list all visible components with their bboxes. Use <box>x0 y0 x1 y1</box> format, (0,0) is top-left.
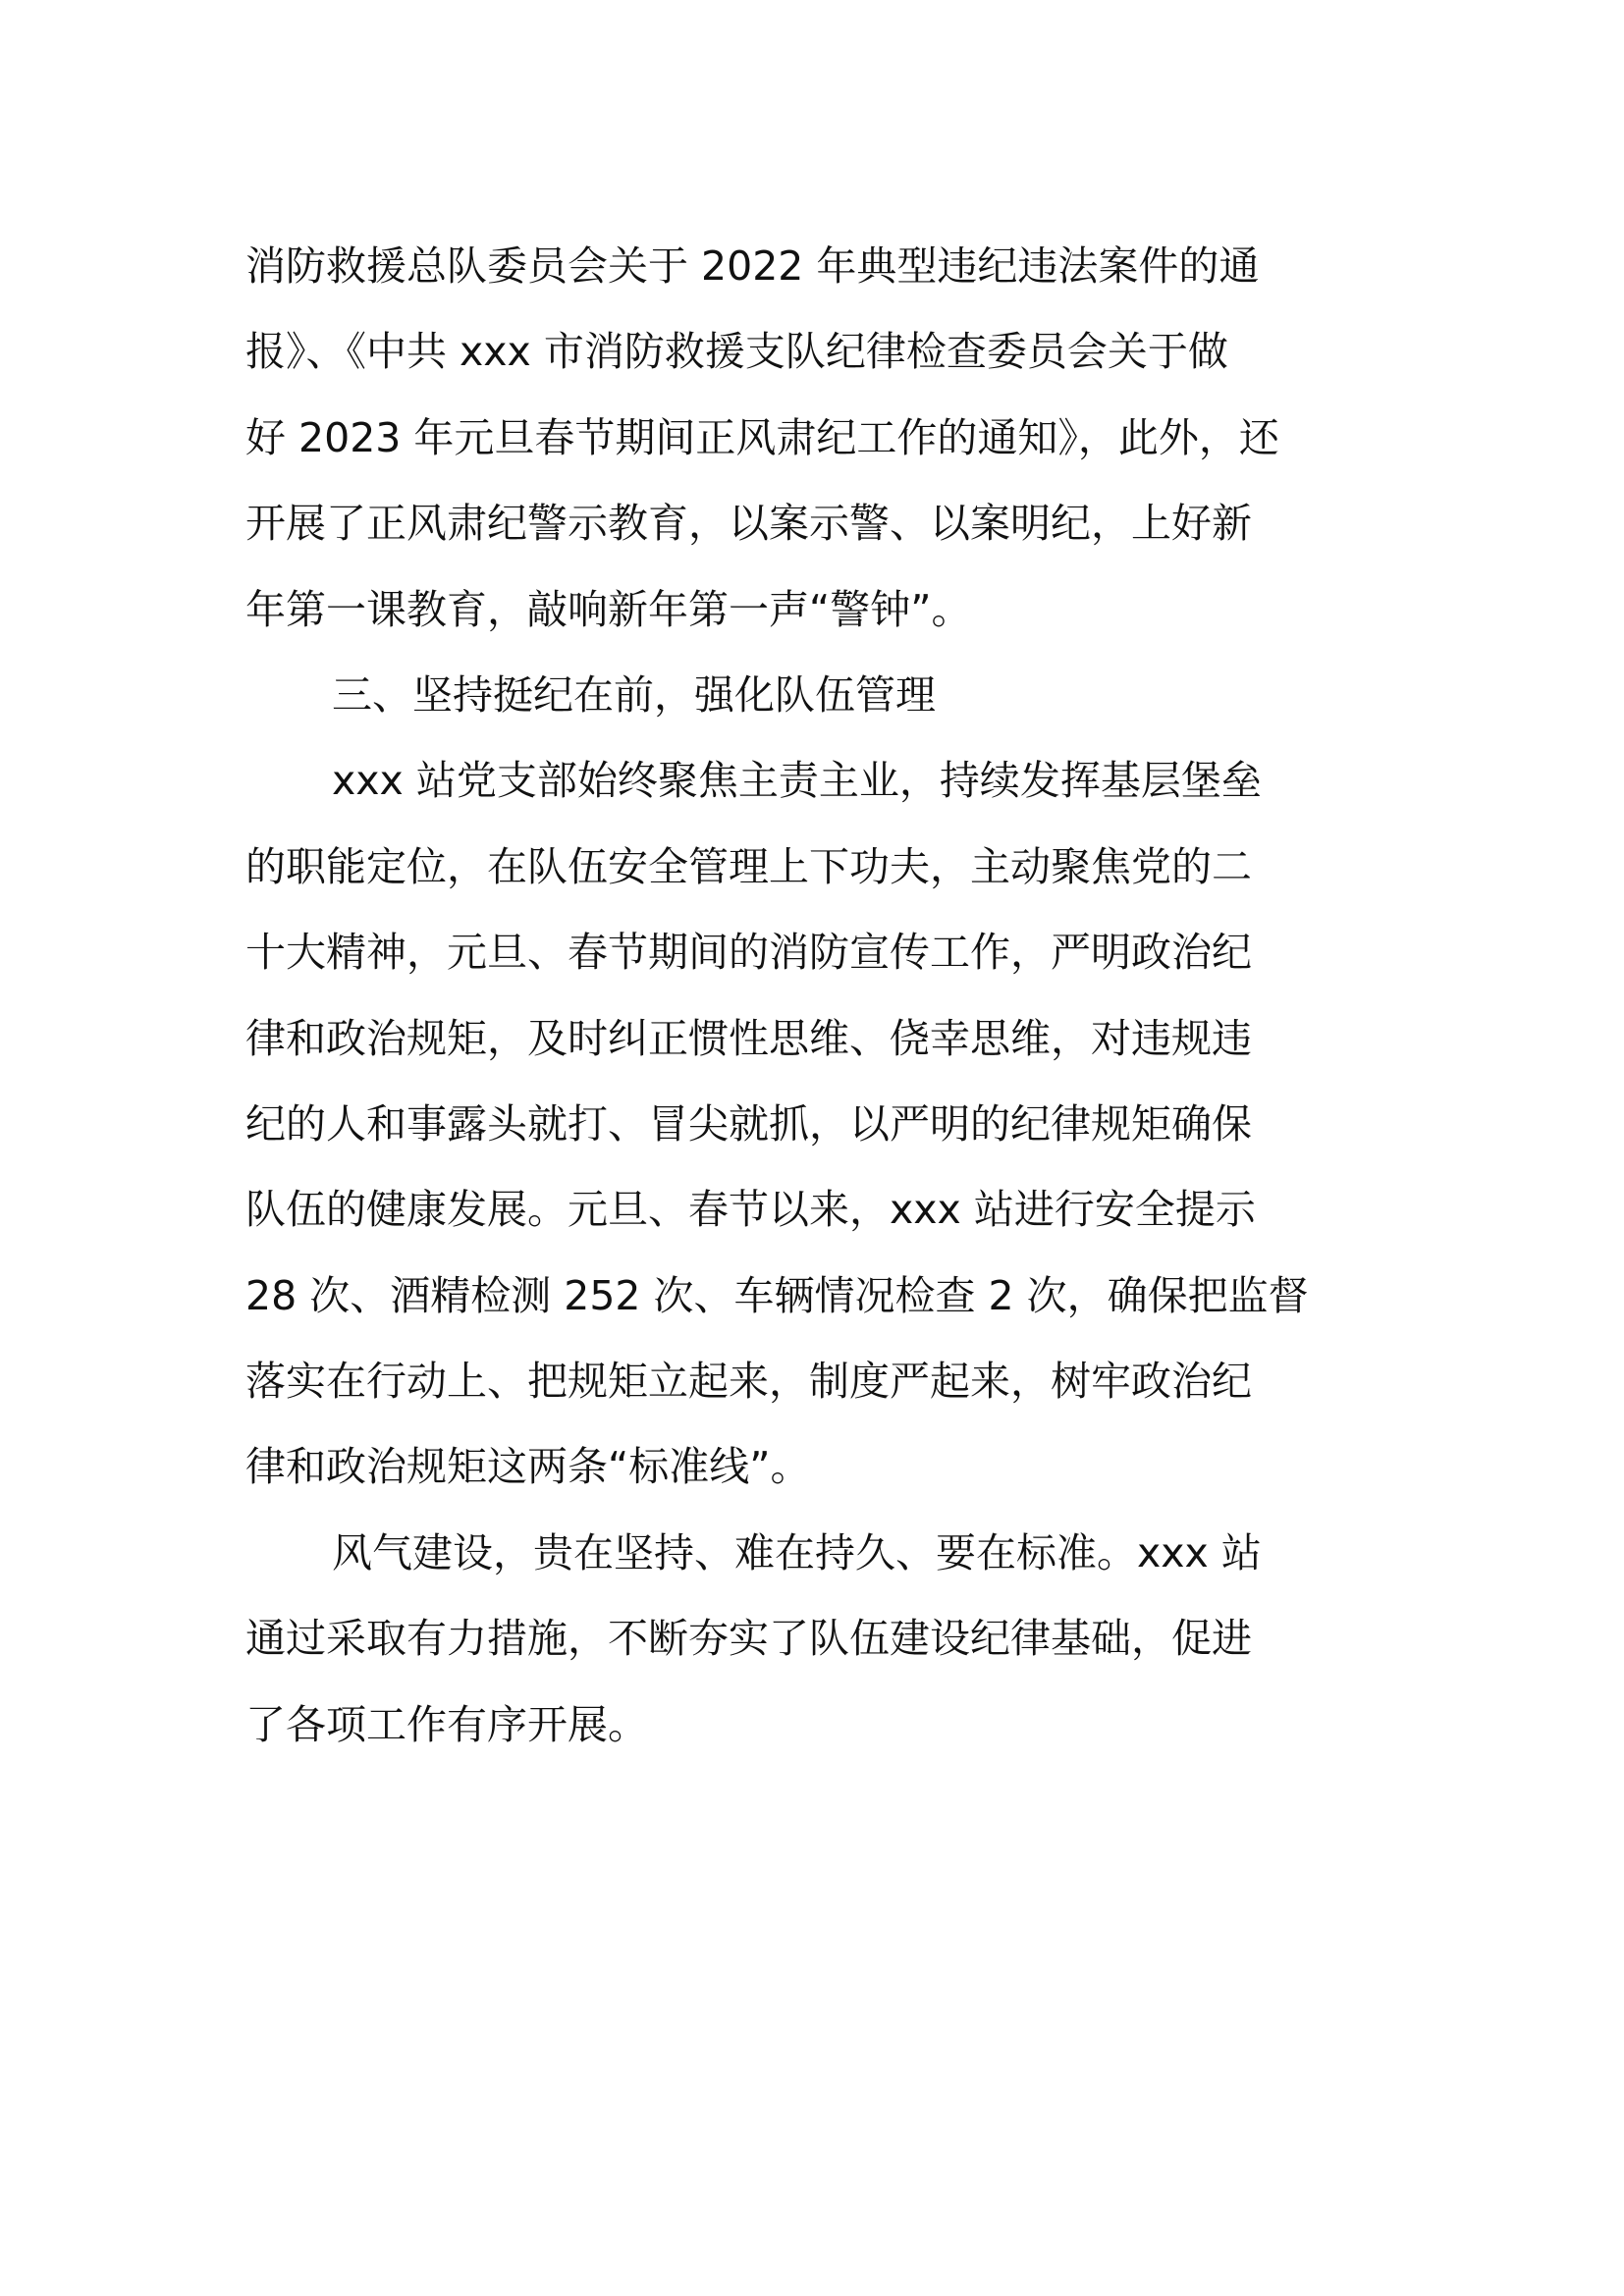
paragraph-2-line-2: 的职能定位，在队伍安全管理上下功夫，主动聚焦党的二 <box>245 842 1252 890</box>
paragraph-1-line-1: 消防救援总队委员会关于 2022 年典型违纪违法案件的通 <box>245 242 1260 290</box>
paragraph-1-line-3: 好 2023 年元旦春节期间正风肃纪工作的通知》，此外，还 <box>245 413 1279 461</box>
paragraph-3-line-2: 通过采取有力措施，不断夯实了队伍建设纪律基础，促进 <box>245 1615 1252 1663</box>
paragraph-2-line-8: 落实在行动上、把规矩立起来，制度严起来，树牢政治纪 <box>245 1358 1252 1406</box>
paragraph-3-line-1: 风气建设，贵在坚持、难在持久、要在标准。xxx 站 <box>332 1528 1262 1576</box>
paragraph-1-line-5: 年第一课教育，敲响新年第一声“警钟”。 <box>245 585 972 633</box>
section-heading: 三、坚持挺纪在前，强化队伍管理 <box>332 670 936 719</box>
paragraph-2-line-9: 律和政治规矩这两条“标准线”。 <box>245 1443 811 1491</box>
document-body <box>245 224 1394 1768</box>
paragraph-3-line-3: 了各项工作有序开展。 <box>245 1700 648 1748</box>
paragraph-2-line-1: xxx 站党支部始终聚焦主责主业，持续发挥基层堡垒 <box>332 757 1262 805</box>
paragraph-2-line-4: 律和政治规矩，及时纠正惯性思维、侥幸思维，对违规违 <box>245 1014 1252 1062</box>
paragraph-1-line-2: 报》、《中共 xxx 市消防救援支队纪律检查委员会关于做 <box>245 328 1228 376</box>
paragraph-2-line-5: 纪的人和事露头就打、冒尖就抓，以严明的纪律规矩确保 <box>245 1099 1252 1148</box>
paragraph-1-line-4: 开展了正风肃纪警示教育，以案示警、以案明纪，上好新 <box>245 500 1252 548</box>
paragraph-2-line-6: 队伍的健康发展。元旦、春节以来，xxx 站进行安全提示 <box>245 1186 1256 1234</box>
paragraph-2-line-7: 28 次、酒精检测 252 次、车辆情况检查 2 次，确保把监督 <box>245 1271 1309 1319</box>
paragraph-2-line-3: 十大精神，元旦、春节期间的消防宣传工作，严明政治纪 <box>245 929 1252 977</box>
